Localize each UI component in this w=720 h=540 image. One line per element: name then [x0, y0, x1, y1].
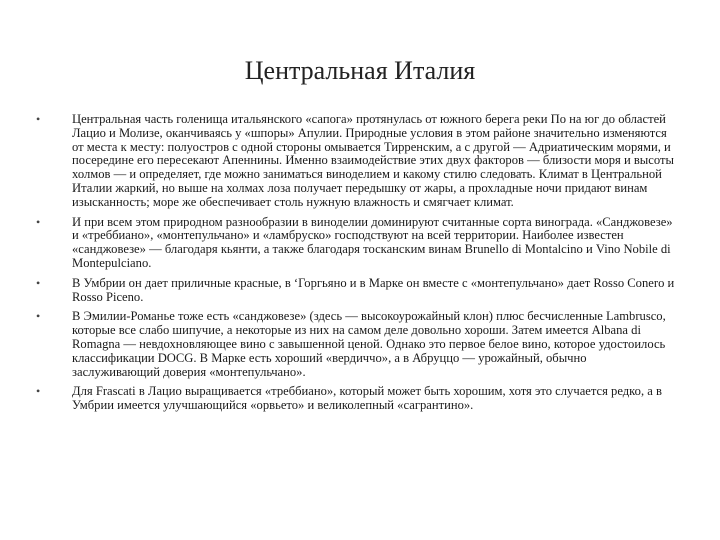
- bullet-dot-icon: •: [36, 309, 41, 324]
- bullet-list: [36, 113, 676, 419]
- bullet-dot-icon: •: [36, 112, 41, 126]
- list-item: [36, 113, 676, 210]
- list-item: [36, 310, 676, 379]
- list-item: [36, 385, 676, 413]
- bullet-text: Центральная часть голенища итальянского «сапога» протянулась от южного берега реки По на юг до областей Лацио и Молизе, оканчиваясь у «шпоры» Апулии. Природные условия в этом районе значительно изменяются от места к месту: полуостров с одной стороны омывается Тирренским, а с другой — Адриатическим морями, и посередине его пересекают Апеннины. Именно взаимодействие этих двух факторов — близости моря и высоты холмов — и определяет, где можно заниматься виноделием и какому стилю следовать. Климат в Центральной Италии жаркий, но выше на холмах лоза получает передышку от жары, а прохладные ночи придают винам изысканность; море же обеспечивает столь нужную влажность и смягчает климат.: [72, 112, 674, 209]
- slide-title: Центральная Италия: [244, 56, 476, 85]
- bullet-dot-icon: •: [36, 384, 41, 399]
- bullet-text: И при всем этом природном разнообразии в виноделии доминируют считанные сорта винограда. «Санджовезе» и «треббиано», «монтепульчано» и «ламбруско» господствуют на всей территории. Наиболее известен «санджовезе» — благодаря кьянти, а также благодаря тосканским винам Brunello di Montalcino и Vino Nobile di Montepulciano.: [72, 214, 673, 270]
- list-item: [36, 277, 676, 305]
- bullet-dot-icon: •: [36, 214, 41, 229]
- bullet-text: В Эмилии-Романье тоже есть «санджовезе» (здесь — высокоурожайный клон) плюс бесчисленные Lambrusco, которые все слабо шипучие, а некоторые из них на самом деле довольно хороши. Затем имеется Albana di Romagna — невдохновляющее вино с завышенной ценой. Однако это первое белое вино, которое удостоилось классификации DOCG. В Марке есть хороший «вердиччо», а в Абруццо — урожайный, обычно заслуживающий доверия «монтепульчано».: [72, 309, 666, 379]
- list-item: [36, 216, 676, 271]
- bullet-text: В Умбрии он дает приличные красные, в ‘Горгьяно и в Марке он вместе с «монтепульчано» дает Rosso Conero и Rosso Piceno.: [72, 275, 675, 304]
- bullet-dot-icon: •: [36, 275, 41, 290]
- bullet-text: Для Frascati в Лацио выращивается «треббиано», который может быть хорошим, хотя это случается редко, а в Умбрии имеется улучшающийся «орвьето» и великолепный «сагрантино».: [72, 384, 662, 413]
